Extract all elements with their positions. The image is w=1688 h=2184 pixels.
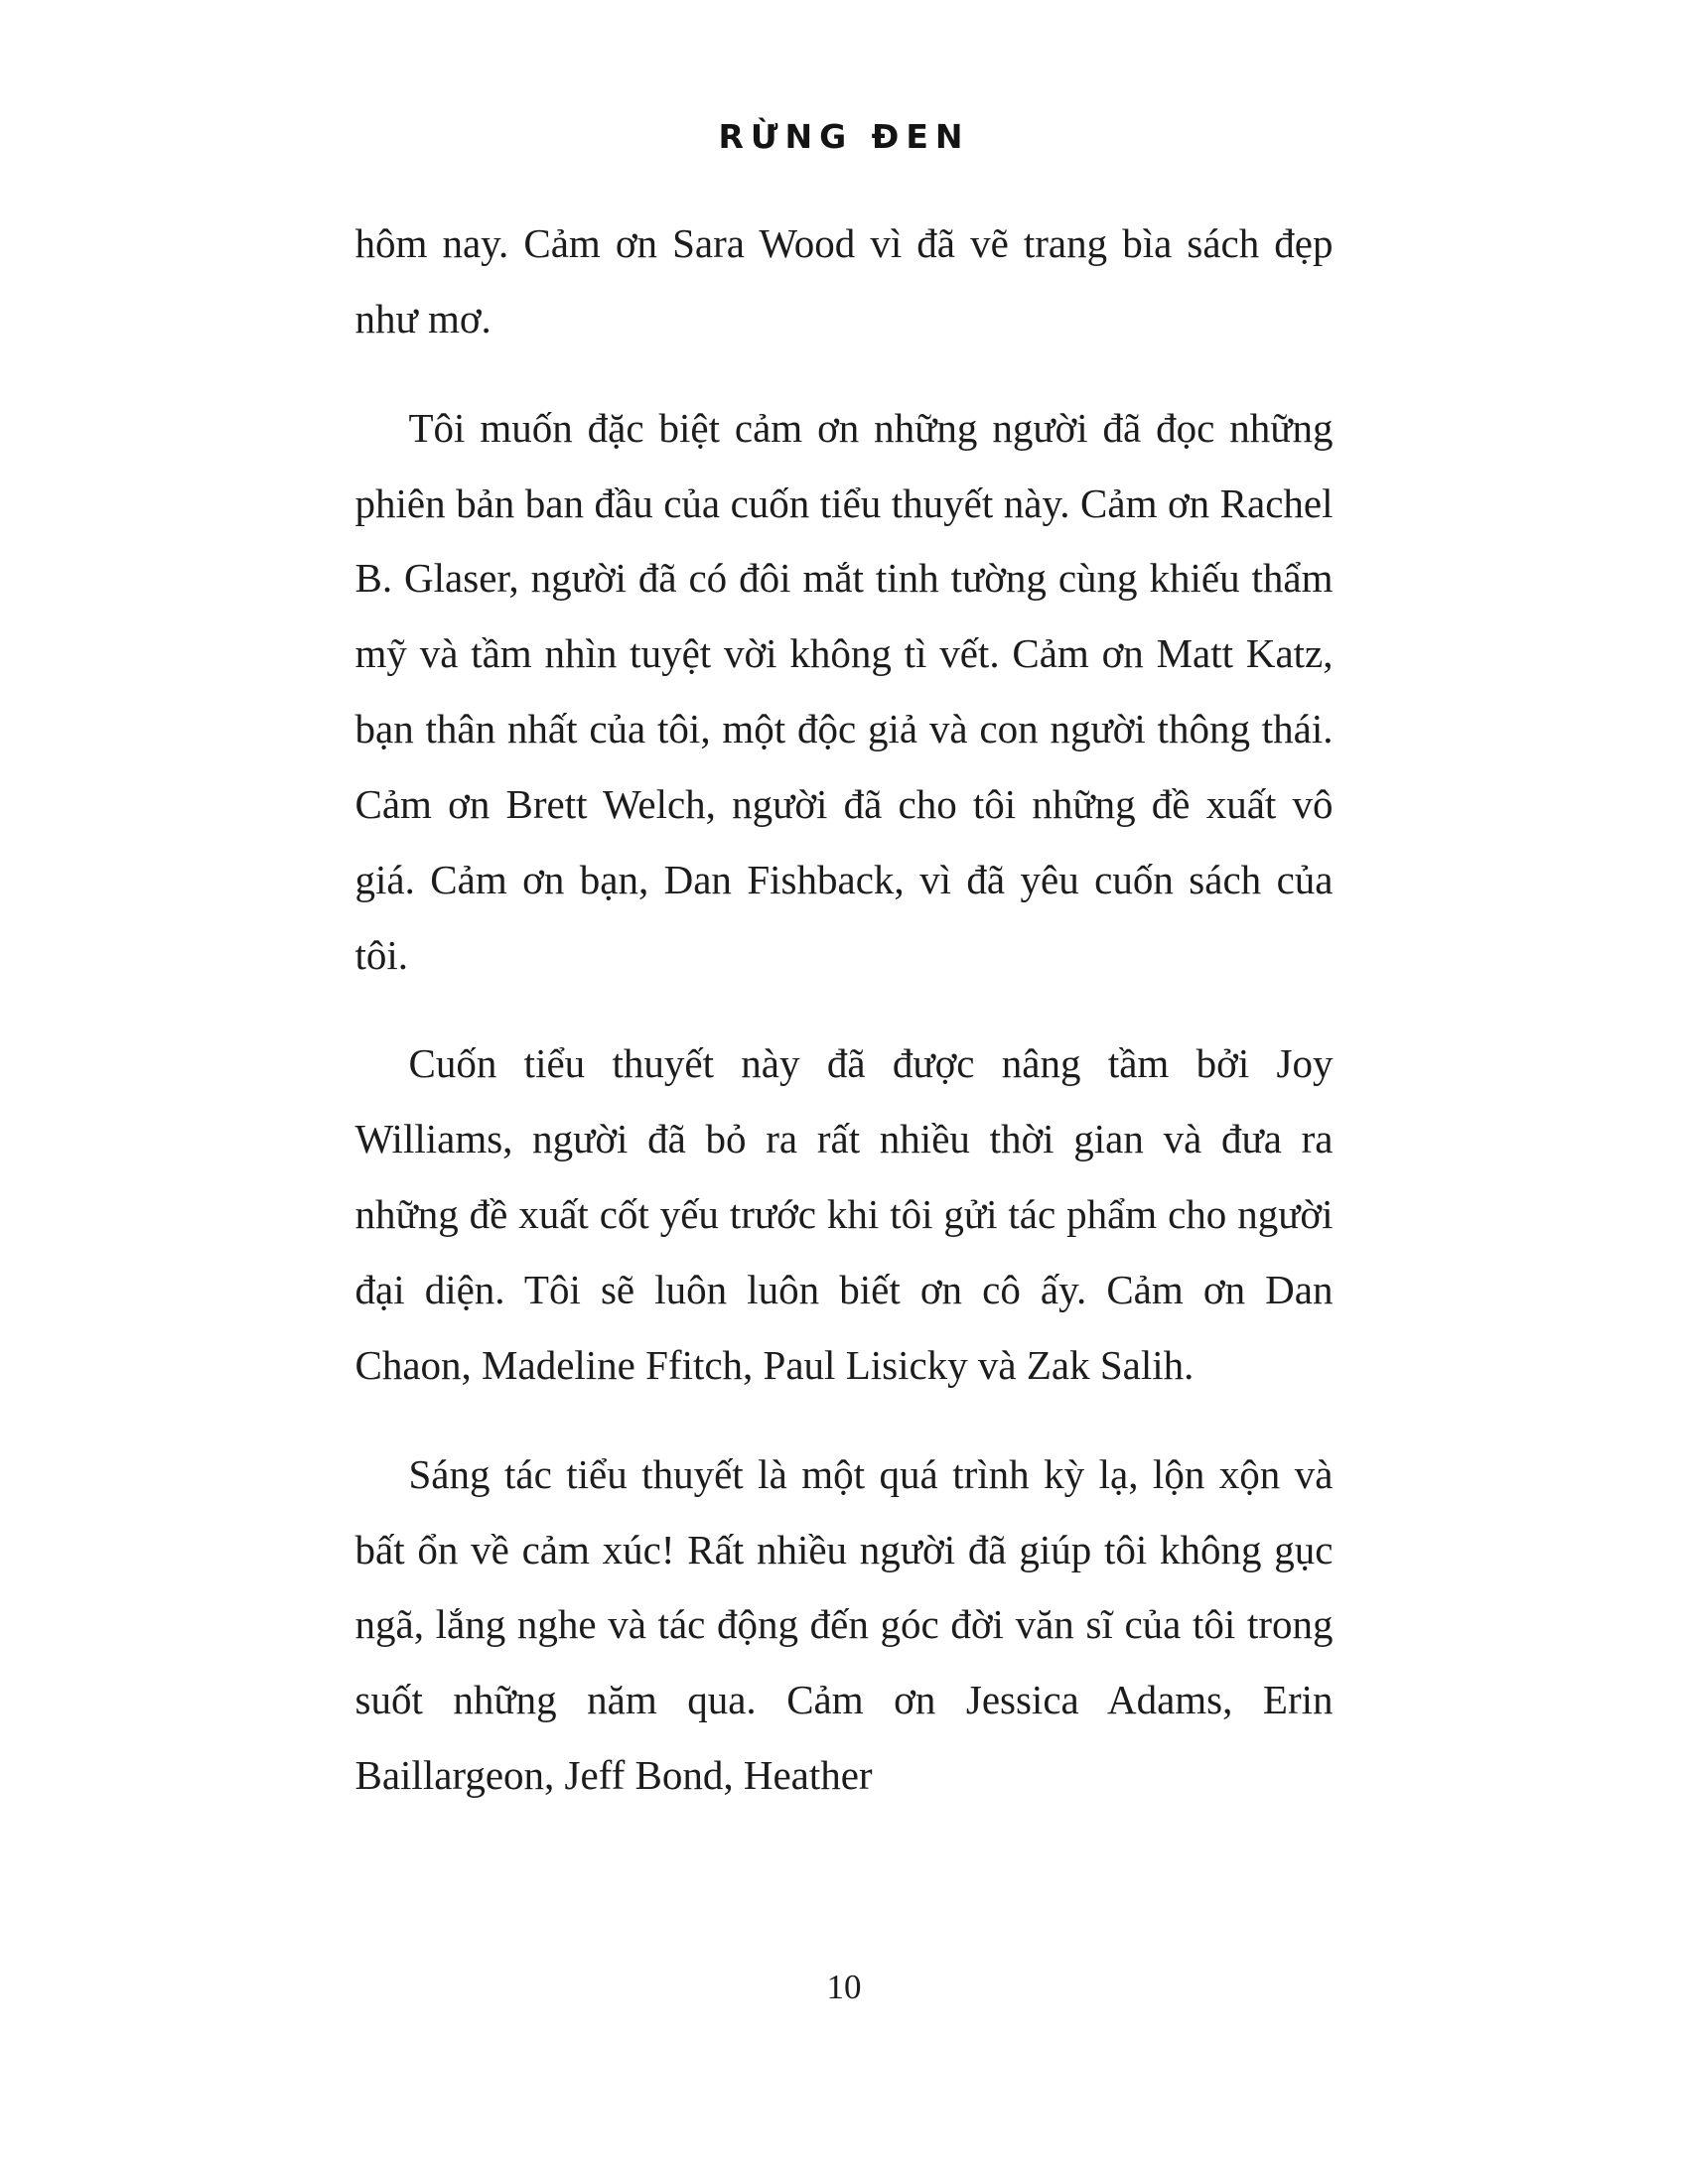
paragraph: hôm nay. Cảm ơn Sara Wood vì đã vẽ trang bìa sách đẹp như mơ. xyxy=(354,220,1334,341)
body-text xyxy=(355,206,1334,1847)
paragraph: Sáng tác tiểu thuyết là một quá trình kỳ lạ, lộn xộn và bất ổn về cảm xúc! Rất nhiều người đã giúp tôi không gục ngã, lắng nghe và tác động đến góc đời văn sĩ của tôi trong suốt những năm qua. Cảm ơn Jessica Adams, Erin Baillargeon, Jeff Bond, Heather xyxy=(354,1450,1334,1799)
paragraph: Cuốn tiểu thuyết này đã được nâng tầm bởi Joy Williams, người đã bỏ ra rất nhiều thời gian và đưa ra những đề xuất cốt yếu trước khi tôi gửi tác phẩm cho người đại diện. Tôi sẽ luôn luôn biết ơn cô ấy. Cảm ơn Dan Chaon, Madeline Ffitch, Paul Lisicky và Zak Salih. xyxy=(354,1040,1334,1388)
page-number: 10 xyxy=(826,1968,862,2006)
running-head: RỪNG ĐEN xyxy=(718,117,970,156)
paragraph: Tôi muốn đặc biệt cảm ơn những người đã đọc những phiên bản ban đầu của cuốn tiểu thuyết này. Cảm ơn Rachel B. Glaser, người đã có đôi mắt tinh tường cùng khiếu thẩm mỹ và tầm nhìn tuyệt vời không tì vết. Cảm ơn Matt Katz, bạn thân nhất của tôi, một độc giả và con người thông thái. Cảm ơn Brett Welch, người đã cho tôi những đề xuất vô giá. Cảm ơn bạn, Dan Fishback, vì đã yêu cuốn sách của tôi. xyxy=(354,404,1334,978)
